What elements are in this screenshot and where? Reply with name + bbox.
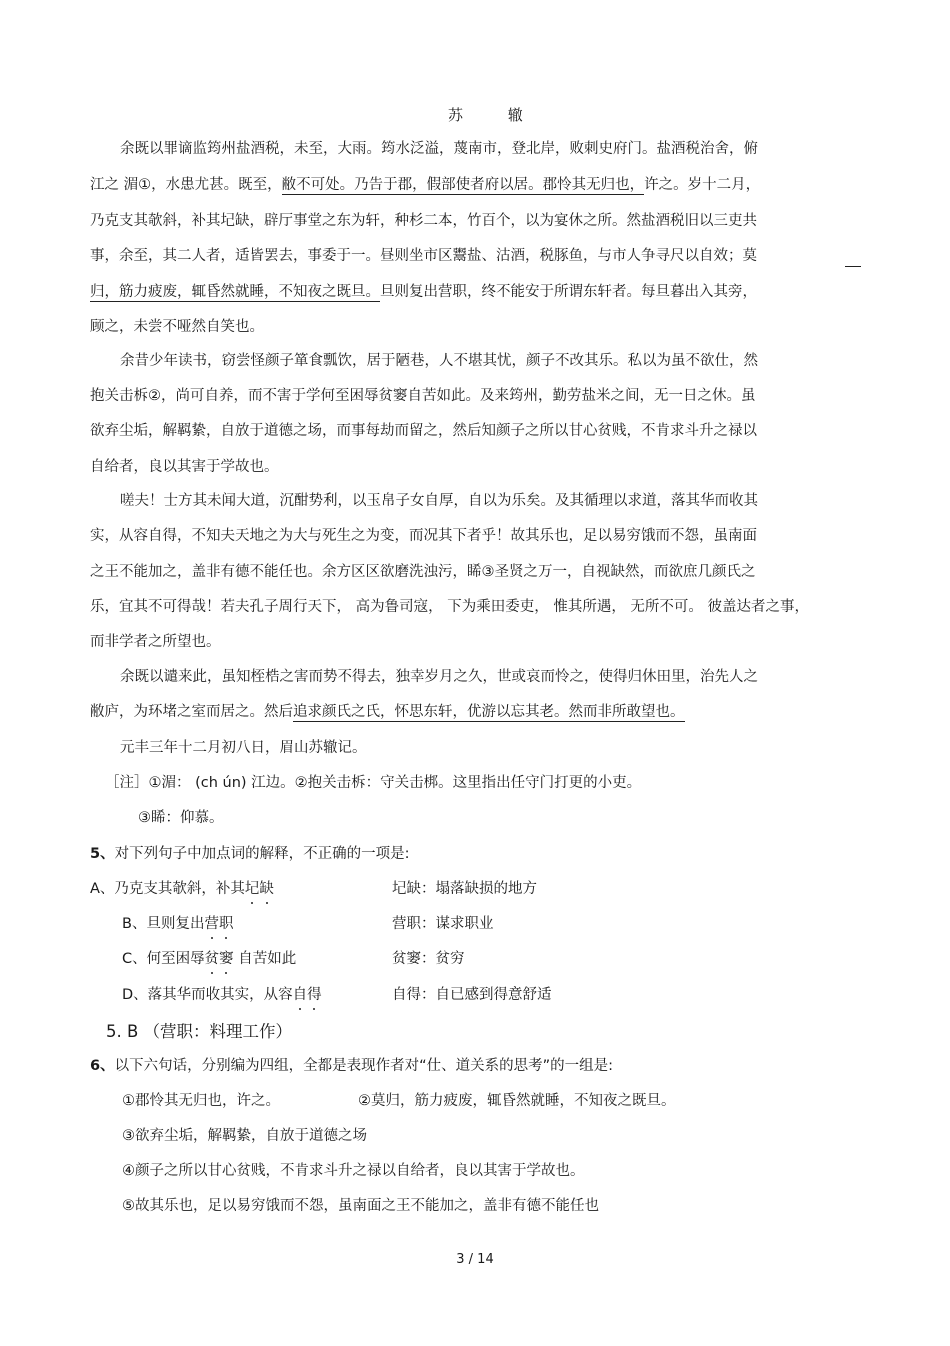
option-sentence <box>122 949 422 969</box>
option-text: B、旦则复出 <box>122 916 205 932</box>
option-text: A、乃克支其欹斜，补其 <box>90 881 245 897</box>
paragraph-1-line <box>90 139 920 159</box>
option-sentence <box>122 985 422 1005</box>
paragraph-4-line <box>90 667 920 687</box>
note-line: ［注］①湄： (ch ún) 江边。②抱关击柝：守关击梆。这里指出任守门打更的小吏。 <box>105 775 642 791</box>
option-explanation: 营职：谋求职业 <box>392 916 494 932</box>
option-explanation: 贫窭：贫穷 <box>392 951 465 967</box>
dotted-word <box>204 916 233 932</box>
paragraph-3-line: 实，从容自得，不知夫天地之为大与死生之为变，而况其下者乎！故其乐也，足以易穷饿而不怨，虽南面 <box>90 528 757 544</box>
passage-title: 苏 辙 <box>448 106 543 124</box>
text-segment: 余既以谴来此，虽知桎梏之害而势不得去，独幸岁月之久，世或哀而怜之，使得归休田里，治先人之 <box>120 669 758 685</box>
dotted-char: 自 <box>292 987 308 1003</box>
underlined-phrase: 敝不可处。乃告于郡，假部使者府以居。郡怜其无归也， <box>281 177 645 193</box>
statement-item: ⑤故其乐也，足以易穷饿而不怨，虽南面之王不能加之，盖非有德不能任也 <box>122 1198 599 1214</box>
paragraph-1-line <box>90 175 890 195</box>
option-explanation: 圮缺：塌落缺损的地方 <box>392 881 537 897</box>
dotted-word <box>205 951 234 967</box>
statement-item: ③欲弃尘垢，解羁絷，自放于道德之场 <box>122 1128 367 1144</box>
margin-dash <box>845 266 861 267</box>
text-segment: 江之 湄①，水患尤甚。既至， <box>90 177 282 193</box>
dotted-char: 窭 <box>219 951 234 967</box>
dotted-char: 贫 <box>204 951 220 967</box>
paragraph-3-line: 之王不能加之，盖非有德不能任也。余方区区欲磨洗浊污，睎③圣贤之万一，自视缺然，而欲庶几颜氏之 <box>90 564 756 580</box>
page-number: 3 / 14 <box>456 1252 494 1267</box>
dotted-char: 营 <box>204 916 219 932</box>
option-text: 自苦如此 <box>233 951 297 967</box>
paragraph-3-line: 而非学者之所望也。 <box>90 634 221 650</box>
text-segment: 事，余至，其二人者，适皆罢去，事委于一。昼则坐市区鬻盐、沽酒，税豚鱼，与市人争寻尺以自效；莫 <box>90 248 757 264</box>
paragraph-3-line: 嗟夫！士方其未闻大道，沉酣势利，以玉帛子女自厚，自以为乐矣。及其循理以求道，落其华而收其 <box>120 493 758 509</box>
text-segment: 乃克支其欹斜，补其圮缺，辟厅事堂之东为轩，种杉二本，竹百个，以为宴休之所。然盐酒税旧以三吏共 <box>90 213 757 229</box>
question-5-stem: 5、对下列句子中加点词的解释，不正确的一项是: <box>90 846 410 862</box>
option-sentence <box>122 914 422 934</box>
paragraph-2-line: 抱关击柝②，尚可自养，而不害于学何至困辱贫窭自苦如此。及来筠州，勤劳盐米之间，无一日之休。虽 <box>90 388 756 404</box>
paragraph-2-line: 欲弃尘垢，解羁絷，自放于道德之场，而事每劫而留之，然后知颜子之所以甘心贫贱，不肯求斗升之禄以 <box>90 423 757 439</box>
question-6-stem: 6、以下六句话，分别编为四组，全都是表现作者对“仕、道关系的思考”的一组是: <box>90 1058 613 1074</box>
signature-line: 元丰三年十二月初八日，眉山苏辙记。 <box>120 740 367 756</box>
paragraph-1-line <box>90 211 890 231</box>
paragraph-4-line <box>90 702 890 722</box>
option-sentence <box>90 879 390 899</box>
paragraph-1-line <box>90 317 890 337</box>
text-segment: 顾之，未尝不哑然自笑也。 <box>90 319 264 335</box>
paragraph-3-line: 乐，宜其不可得哉！若夫孔子周行天下， 高为鲁司寇， 下为乘田委吏， 惟其所遇， 无所不可。 彼盖达者之事， <box>90 599 810 615</box>
paragraph-2-line: 自给者，良以其害于学故也。 <box>90 459 279 475</box>
question-5-answer: 5. B （营职：料理工作） <box>106 1022 293 1041</box>
paragraph-2-line: 余昔少年读书，窃尝怪颜子箪食瓢饮，居于陋巷，人不堪其忧，颜子不改其乐。私以为虽不欲仕，然 <box>120 353 758 369</box>
note-line: ③睎：仰慕。 <box>138 810 224 826</box>
option-text: D、落其华而收其实，从容 <box>122 987 293 1003</box>
text-segment: 旦则复出营职，终不能安于所谓东轩者。每旦暮出入其旁， <box>380 284 757 300</box>
text-segment: 敝庐，为环堵之室而居之。然后 <box>90 704 293 720</box>
dotted-char: 缺 <box>259 881 274 897</box>
statement-item: ②莫归，筋力疲废，辄昏然就睡，不知夜之既旦。 <box>358 1093 676 1109</box>
text-segment: 余既以罪谪监筠州盐酒税，未至，大雨。筠水泛溢，蔑南市，登北岸，败刺史府门。盐酒税治舍，俯 <box>120 141 758 157</box>
dotted-word <box>245 881 274 897</box>
statement-item: ④颜子之所以甘心贫贱，不肯求斗升之禄以自给者，良以其害于学故也。 <box>122 1163 585 1179</box>
option-explanation: 自得：自已感到得意舒适 <box>392 987 552 1003</box>
text-segment: 许之。岁十二月， <box>644 177 761 193</box>
paragraph-1-line <box>90 246 890 266</box>
dotted-char: 职 <box>218 916 234 932</box>
option-text: C、何至困辱 <box>122 951 205 967</box>
underlined-phrase: 追求颜氏之氏，怀思东轩，优游以忘其老。然而非所敢望也。 <box>293 704 685 720</box>
dotted-char: 圮 <box>244 881 260 897</box>
dotted-char: 得 <box>307 987 322 1003</box>
paragraph-1-line <box>90 282 890 302</box>
dotted-word <box>293 987 322 1003</box>
statement-item: ①郡怜其无归也，许之。 <box>122 1093 280 1109</box>
underlined-phrase: 归，筋力疲废，辄昏然就睡，不知夜之既旦。 <box>90 284 380 300</box>
